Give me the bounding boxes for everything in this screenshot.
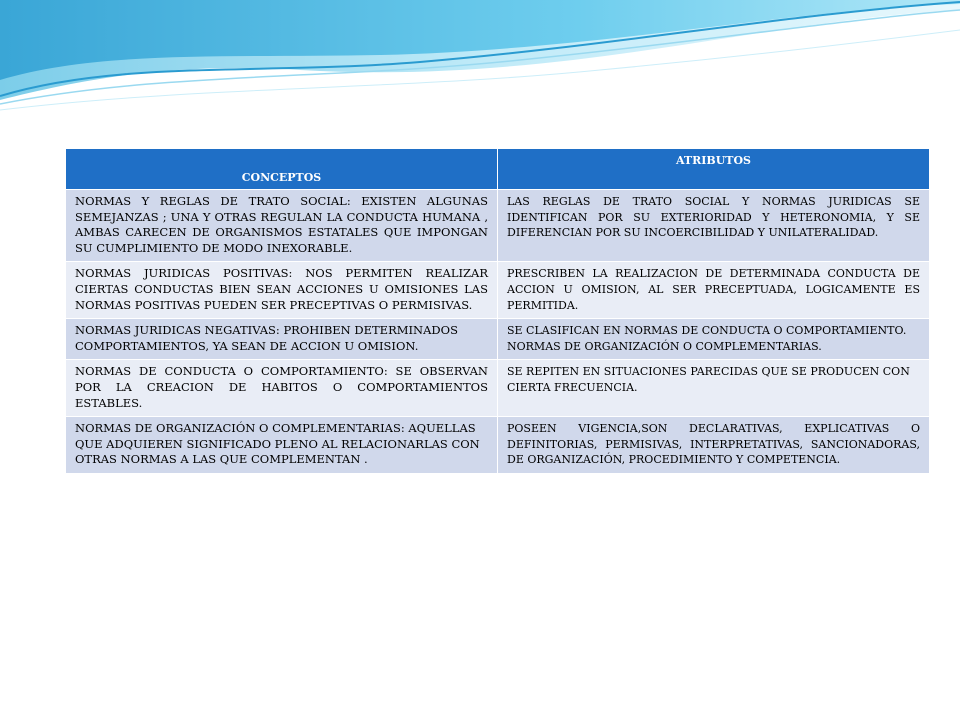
concepto-cell: NORMAS Y REGLAS DE TRATO SOCIAL: EXISTEN ALGUNAS SEMEJANZAS ; UNA Y OTRAS REGULAN LA CONDUCTA HUMANA , AMBAS CARECEN DE ORGANISMOS ESTATALES QUE IMPONGAN SU CUMPLIMIENTO DE MODO INEXORABLE. (66, 190, 498, 262)
table-row (66, 262, 930, 319)
concepto-cell: NORMAS JURIDICAS NEGATIVAS: PROHIBEN DETERMINADOS COMPORTAMIENTOS, YA SEAN DE ACCION U OMISION. (66, 319, 498, 360)
atributo-cell: PRESCRIBEN LA REALIZACION DE DETERMINADA CONDUCTA DE ACCION U OMISION, AL SER PRECEPTUADA, LOGICAMENTE ES PERMITIDA. (498, 262, 930, 319)
table-row (66, 360, 930, 417)
atributo-cell (498, 319, 930, 360)
table-row (66, 319, 930, 360)
header-wave-decoration (0, 0, 960, 130)
concepto-cell: NORMAS DE ORGANIZACIÓN O COMPLEMENTARIAS: AQUELLAS QUE ADQUIEREN SIGNIFICADO PLENO AL RELACIONARLAS CON OTRAS NORMAS A LAS QUE COMPLEMENTAN . (66, 417, 498, 474)
table-header-row (66, 149, 930, 190)
table-row (66, 190, 930, 262)
atributo-line: SE CLASIFICAN EN NORMAS DE CONDUCTA O COMPORTAMIENTO. (507, 324, 907, 338)
atributo-cell: POSEEN VIGENCIA,SON DECLARATIVAS, EXPLICATIVAS O DEFINITORIAS, PERMISIVAS, INTERPRETATIVAS, SANCIONADORAS, DE ORGANIZACIÓN, PROCEDIMIENTO Y COMPETENCIA. (498, 417, 930, 474)
concepto-cell: NORMAS DE CONDUCTA O COMPORTAMIENTO: SE OBSERVAN POR LA CREACION DE HABITOS O COMPORTAMIENTOS ESTABLES. (66, 360, 498, 417)
header-atributos: ATRIBUTOS (498, 149, 930, 190)
atributo-line: NORMAS DE ORGANIZACIÓN O COMPLEMENTARIAS. (507, 339, 822, 353)
conceptos-atributos-table (65, 148, 930, 474)
concepto-cell: NORMAS JURIDICAS POSITIVAS: NOS PERMITEN REALIZAR CIERTAS CONDUCTAS BIEN SEAN ACCIONES U OMISIONES LAS NORMAS POSITIVAS PUEDEN SER PRECEPTIVAS O PERMISIVAS. (66, 262, 498, 319)
atributo-cell: SE REPITEN EN SITUACIONES PARECIDAS QUE SE PRODUCEN CON CIERTA FRECUENCIA. (498, 360, 930, 417)
atributo-cell: LAS REGLAS DE TRATO SOCIAL Y NORMAS JURIDICAS SE IDENTIFICAN POR SU EXTERIORIDAD Y HETERONOMIA, Y SE DIFERENCIAN POR SU INCOERCIBILIDAD Y UNILATERALIDAD. (498, 190, 930, 262)
header-conceptos: CONCEPTOS (66, 149, 498, 190)
table-row (66, 417, 930, 474)
